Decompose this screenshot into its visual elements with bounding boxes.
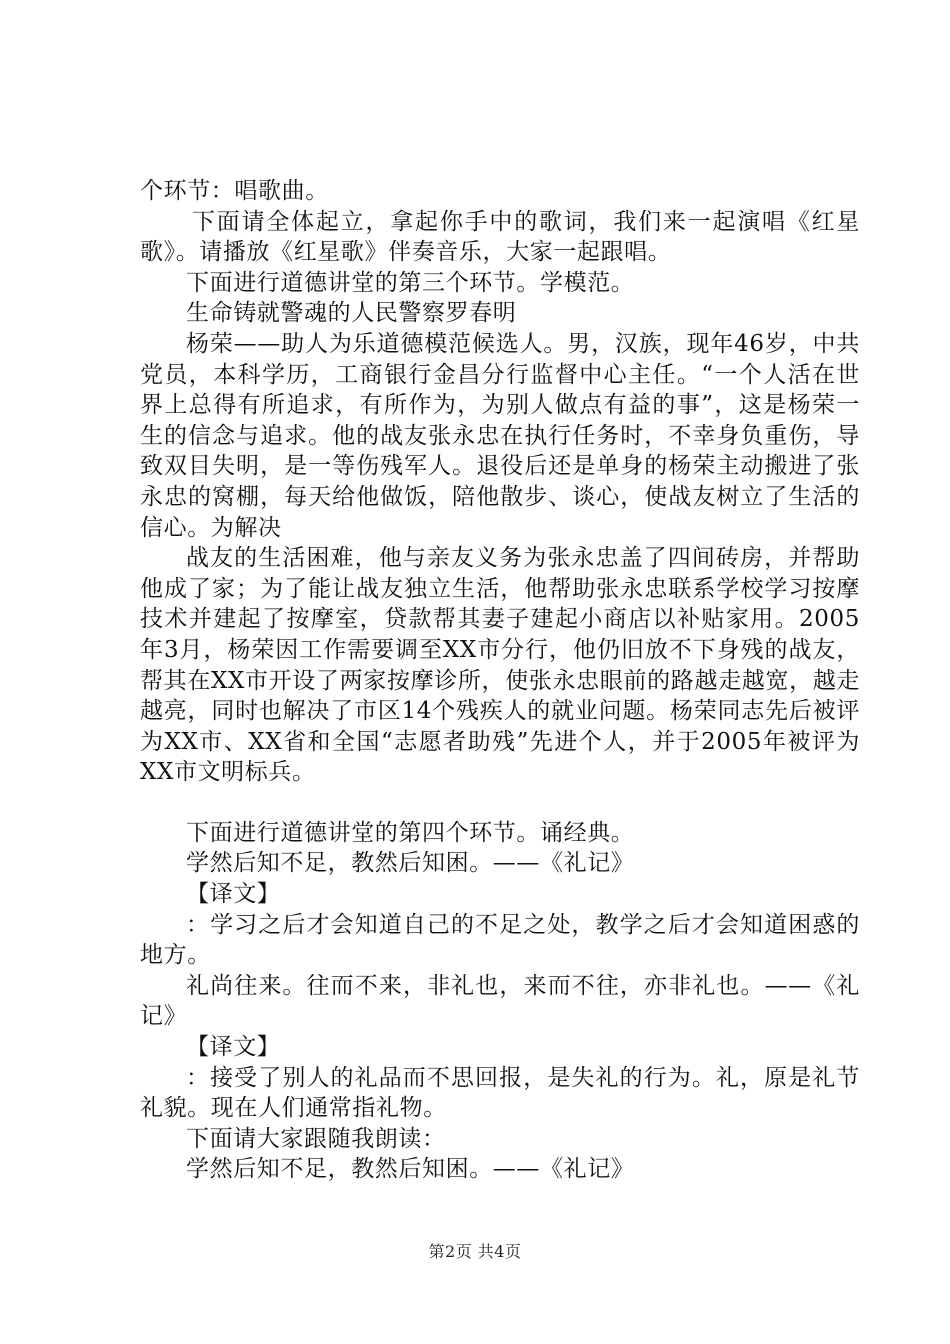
paragraph-section-four: 下面进行道德讲堂的第四个环节。诵经典。 [186, 819, 635, 846]
paragraph-quote-repeat: 学然后知不足，教然后知困。——《礼记》 [186, 1156, 635, 1183]
paragraph-song-instruction: 下面请全体起立，拿起你手中的歌词，我们来一起演唱《红星歌》。请播放《红星歌》伴奏音乐，大家一起跟唱。 [140, 208, 860, 266]
paragraph-translation-label-two: 【译文】 [186, 1034, 281, 1061]
paragraph-section-end: 个环节：唱歌曲。 [140, 178, 329, 204]
paragraph-quote-one: 学然后知不足，教然后知困。——《礼记》 [186, 850, 635, 877]
paragraph-model-title: 生命铸就警魂的人民警察罗春明 [186, 300, 517, 327]
paragraph-translation-two: ：接受了别人的礼品而不思回报，是失礼的行为。礼，原是礼节礼貌。现在人们通常指礼物。 [140, 1064, 860, 1122]
paragraph-gap [140, 788, 860, 818]
paragraph-read-along: 下面请大家跟随我朗读： [186, 1125, 446, 1152]
page-footer: 第2页 共4页 [428, 1242, 522, 1261]
paragraph-quote-two: 礼尚往来。往而不来，非礼也，来而不往，亦非礼也。——《礼记》 [140, 972, 860, 1030]
paragraph-model-story-part1: 杨荣——助人为乐道德模范候选人。男，汉族，现年46岁，中共党员，本科学历，工商银行金昌分行监督中心主任。“一个人活在世界上总得有所追求，有所作为，为别人做点有益的事”，这是杨荣一生的信念与追求。他的战友张永忠在执行任务时，不幸身负重伤，导致双目失明，是一等伤残军人。退役后还是单身的杨荣主动搬进了张永忠的窝棚，每天给他做饭，陪他散步、谈心，使战友树立了生活的信心。为解决 [140, 330, 860, 541]
document-body [140, 176, 860, 1185]
paragraph-translation-one: ：学习之后才会知道自己的不足之处，教学之后才会知道困惑的地方。 [140, 911, 860, 969]
paragraph-model-story-part2: 战友的生活困难，他与亲友义务为张永忠盖了四间砖房，并帮助他成了家；为了能让战友独立生活，他帮助张永忠联系学校学习按摩技术并建起了按摩室，贷款帮其妻子建起小商店以补贴家用。2005年3月，杨荣因工作需要调至XX市分行，他仍旧放不下身残的战友，帮其在XX市开设了两家按摩诊所，使张永忠眼前的路越走越宽，越走越亮，同时也解决了市区14个残疾人的就业问题。杨荣同志先后被评为XX市、XX省和全国“志愿者助残”先进个人，并于2005年被评为XX市文明标兵。 [140, 545, 860, 786]
paragraph-translation-label-one: 【译文】 [186, 881, 281, 908]
paragraph-section-three: 下面进行道德讲堂的第三个环节。学模范。 [186, 269, 635, 296]
